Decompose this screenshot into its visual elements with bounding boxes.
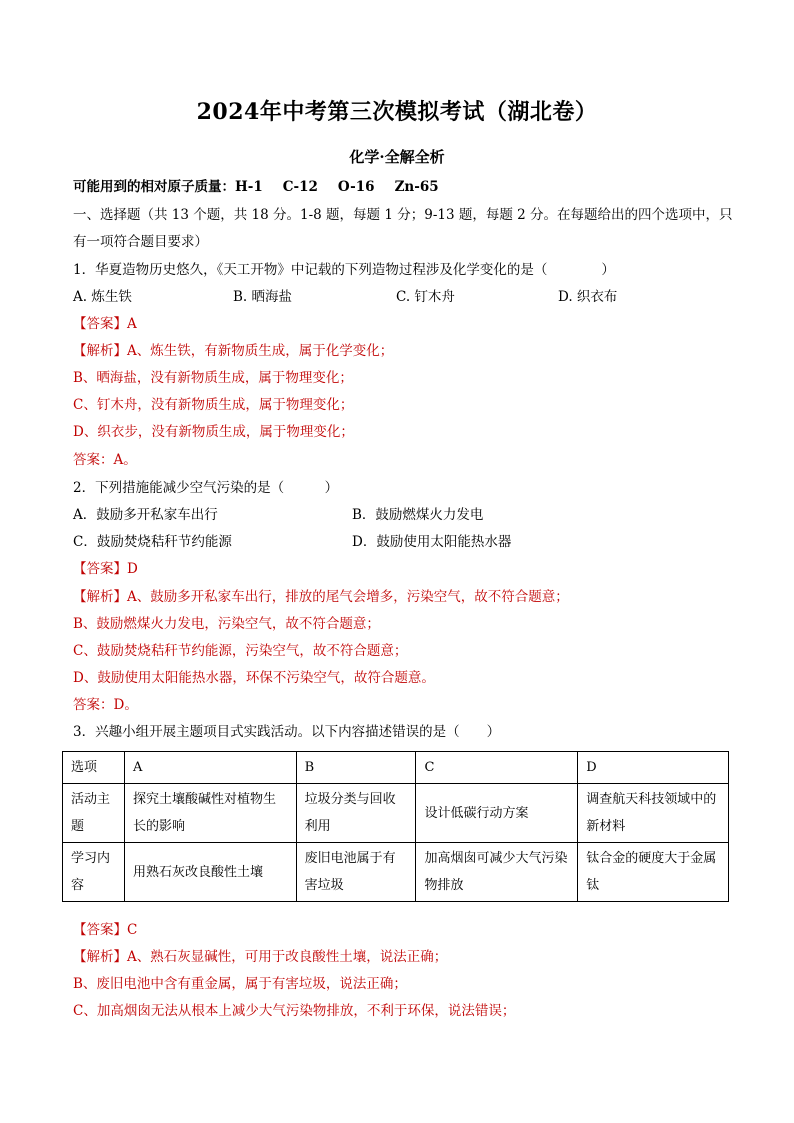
mass-h: H-1: [235, 179, 263, 195]
table-cell: 活动主题: [63, 784, 125, 843]
q1-analysis-a: [73, 341, 393, 361]
q1-answer: 【答案】A: [73, 316, 137, 332]
table-cell: 设计低碳行动方案: [416, 784, 578, 843]
q3-analysis-a-text: A、熟石灰显碱性，可用于改良酸性土壤，说法正确；: [127, 949, 448, 965]
section-heading-line2: 有一项符合题目要求）: [73, 234, 208, 250]
table-cell: 学习内容: [63, 843, 125, 902]
mass-zn: Zn-65: [394, 179, 439, 195]
q1-analysis-d: D、织衣步，没有新物质生成，属于物理变化；: [73, 424, 354, 440]
q2-option-d: D．鼓励使用太阳能热水器: [352, 534, 512, 550]
q1-analysis-tag: 【解析】: [73, 343, 127, 359]
mass-o: O-16: [337, 179, 375, 195]
table-cell: 调查航天科技领域中的新材料: [578, 784, 729, 843]
q2-option-b: B．鼓励燃煤火力发电: [352, 507, 484, 523]
table-row: [63, 752, 729, 784]
q2-option-a: A．鼓励多开私家车出行: [73, 507, 218, 523]
q2-analysis-d: D、鼓励使用太阳能热水器，环保不污染空气，故符合题意。: [73, 670, 435, 686]
atomic-masses: [73, 177, 459, 197]
q1-analysis-c: C、钉木舟，没有新物质生成，属于物理变化；: [73, 397, 354, 413]
table-cell: D: [578, 752, 729, 784]
q3-answer: 【答案】C: [73, 922, 138, 938]
q1-option-a: A. 炼生铁: [73, 289, 132, 305]
table-cell: 废旧电池属于有害垃圾: [296, 843, 416, 902]
table-cell: B: [296, 752, 416, 784]
table-row: [63, 843, 729, 902]
section-heading-line1: 一、选择题（共 13 个题，共 18 分。1-8 题，每题 1 分；9-13 题，每题 2 分。在每题给出的四个选项中，只: [73, 207, 733, 223]
table-cell: 加高烟囱可减少大气污染物排放: [416, 843, 578, 902]
q2-analysis-tag: 【解析】: [73, 589, 127, 605]
q3-analysis-b: B、废旧电池中含有重金属，属于有害垃圾，说法正确；: [73, 976, 407, 992]
q3-analysis-tag: 【解析】: [73, 949, 127, 965]
q1-stem: 1．华夏造物历史悠久，《天工开物》中记载的下列造物过程涉及化学变化的是（ ）: [73, 262, 615, 278]
table-cell: 探究土壤酸碱性对植物生长的影响: [124, 784, 296, 843]
q1-analysis-a-text: A、炼生铁，有新物质生成，属于化学变化；: [127, 343, 394, 359]
q2-option-c: C．鼓励焚烧秸秆节约能源: [73, 534, 232, 550]
q3-analysis-c: C、加高烟囱无法从根本上减少大气污染物排放，不利于环保，说法错误；: [73, 1003, 516, 1019]
q1-final-answer: 答案：A。: [73, 452, 137, 468]
q1-option-d: D. 织衣布: [558, 289, 618, 305]
q3-analysis-a: [73, 947, 447, 967]
table-row: [63, 784, 729, 843]
table-cell: 垃圾分类与回收利用: [296, 784, 416, 843]
q2-analysis-c: C、鼓励焚烧秸秆节约能源，污染空气，故不符合题意；: [73, 643, 408, 659]
q1-option-c: C. 钉木舟: [396, 289, 455, 305]
q2-final-answer: 答案：D。: [73, 697, 138, 713]
page-subtitle: 化学·全解全析: [349, 148, 445, 166]
q3-table: [62, 751, 729, 902]
q2-analysis-b: B、鼓励燃煤火力发电，污染空气，故不符合题意；: [73, 616, 380, 632]
q2-analysis-a: [73, 587, 569, 607]
q3-stem: 3．兴趣小组开展主题项目式实践活动。以下内容描述错误的是（ ）: [73, 724, 501, 740]
table-cell: C: [416, 752, 578, 784]
q1-option-b: B. 晒海盐: [233, 289, 293, 305]
mass-c: C-12: [282, 179, 318, 195]
q2-answer: 【答案】D: [73, 561, 138, 577]
page-title: 2024年中考第三次模拟考试（湖北卷）: [196, 99, 598, 125]
q2-stem: 2．下列措施能减少空气污染的是（ ）: [73, 480, 339, 496]
table-cell: A: [124, 752, 296, 784]
table-cell: 选项: [63, 752, 125, 784]
table-cell: 钛合金的硬度大于金属钛: [578, 843, 729, 902]
q1-analysis-b: B、晒海盐，没有新物质生成，属于物理变化；: [73, 370, 353, 386]
q2-analysis-a-text: A、鼓励多开私家车出行，排放的尾气会增多，污染空气，故不符合题意；: [127, 589, 569, 605]
table-cell: 用熟石灰改良酸性土壤: [124, 843, 296, 902]
atomic-masses-label: 可能用到的相对原子质量：: [73, 179, 235, 195]
